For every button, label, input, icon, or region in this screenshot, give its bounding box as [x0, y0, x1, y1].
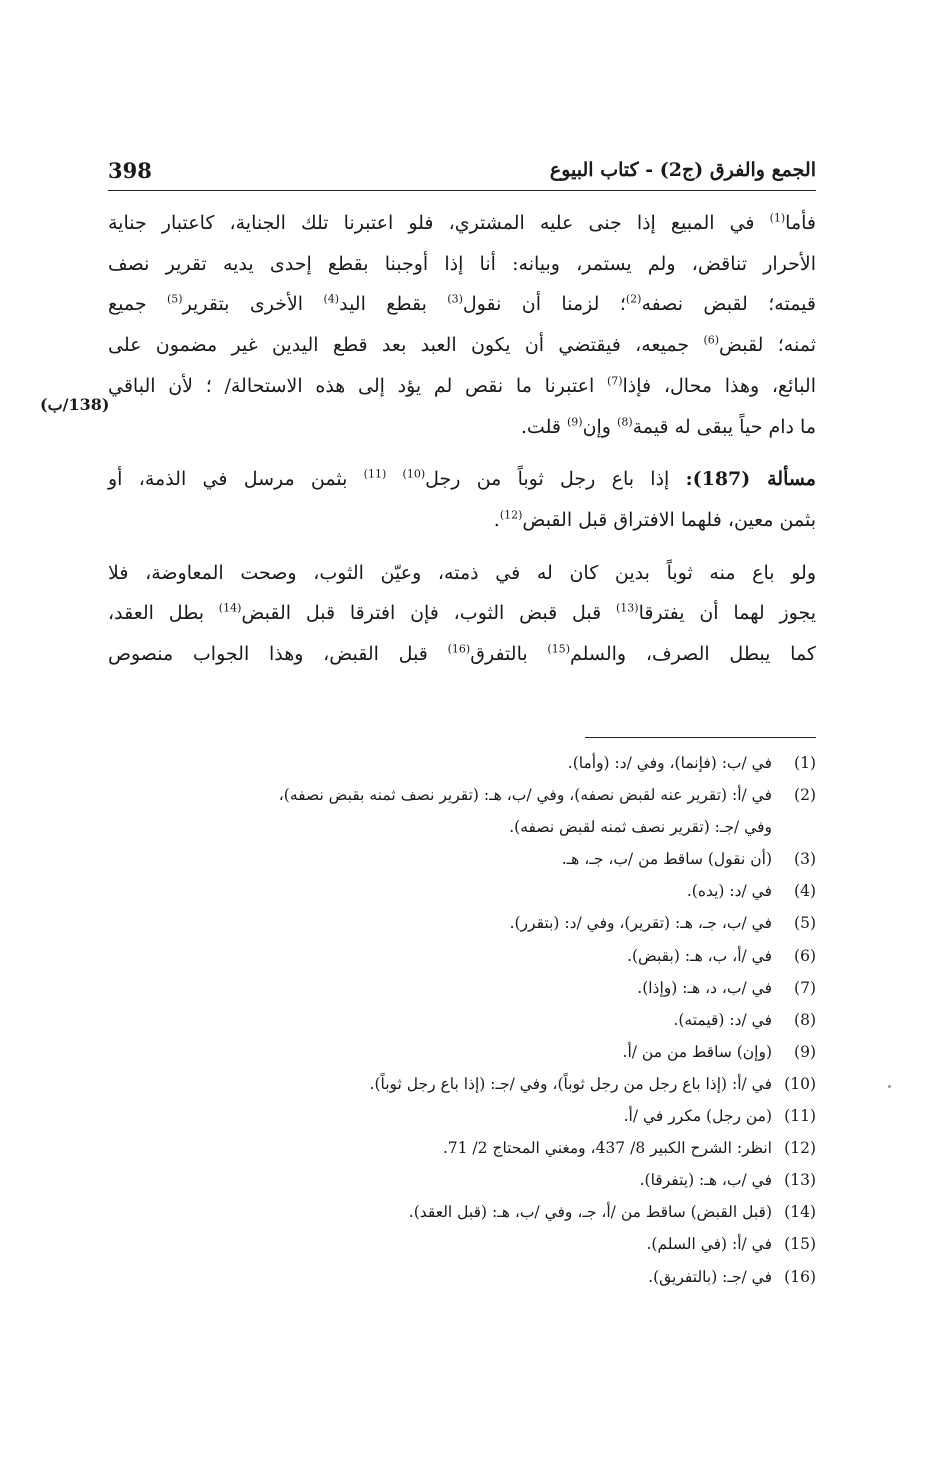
- text-line: كما يبطل الصرف، والسلم$^{(15)}$ بالتفرق$^{(16)}$ قبل القبض، وهذا الجواب منصوص: [108, 642, 816, 666]
- footnote-text: في /أ، ب، هـ: (بقبض).: [627, 946, 772, 965]
- text-line: ولو باع منه ثوباً بدين كان له في ذمته، وعيّن الثوب، وصحت المعاوضة، فلا: [108, 561, 816, 584]
- footnote-text: في /أ: (تقرير عنه لقبض نصفه)، وفي /ب، هـ: (تقرير نصف ثمنه بقبض نصفه)، وفي /جـ: (تقرير نصف ثمنه لقبض نصفه).: [278, 786, 772, 837]
- footnote-ref[interactable]: (12): [499, 508, 523, 522]
- footnote-number: (15): [784, 1235, 816, 1254]
- footnote: [108, 1132, 816, 1164]
- footnote: [108, 1004, 816, 1036]
- footnote-text: (من رجل) مكرر في /أ.: [623, 1107, 772, 1126]
- footnote: [108, 1036, 816, 1068]
- text-line: البائع، وهذا محال، فإذا$^{(7)}$ اعتبرنا ما نقص لم يؤد إلى هذه الاستحالة/ ؛ لأن الباقي: [108, 374, 816, 397]
- footnote: [108, 1068, 816, 1100]
- page-number: 398: [108, 157, 152, 183]
- page-header: [108, 150, 816, 191]
- footnote-ref[interactable]: (3): [447, 293, 463, 307]
- footnote-text: في /أ: (إذا باع رجل من رجل ثوباً)، وفي /جـ: (إذا باع رجل ثوباً).: [369, 1074, 772, 1093]
- footnote-text: (وإن) ساقط من من /أ.: [622, 1042, 772, 1061]
- footnote-ref[interactable]: (13): [615, 602, 639, 615]
- footnote-number: (3): [794, 850, 816, 869]
- footnote-ref[interactable]: (15): [547, 642, 570, 656]
- footnote-ref[interactable]: (1): [769, 211, 786, 225]
- footnote: [108, 1228, 816, 1260]
- footnote-text: في /أ: (في السلم).: [646, 1235, 772, 1254]
- footnote-number: (2): [794, 786, 816, 805]
- text-line: ما دام حياً يبقى له قيمة$^{(8)}$ وإن$^{(9)}$ قلت.: [520, 415, 816, 438]
- footnote: [108, 972, 816, 1004]
- footnote-ref[interactable]: (9): [566, 415, 583, 429]
- text-line: بثمن معين، فلهما الافتراق قبل القبض$^{(12)}$.: [493, 508, 816, 531]
- text-line: مسألة (187): إذا باع رجل ثوباً من رجل$^{(10)}$ $^{(11)}$ بثمن مرسل في الذمة، أو: [108, 467, 816, 491]
- footnote-ref[interactable]: (4): [323, 293, 340, 307]
- footnote: [108, 843, 816, 875]
- footnote: [108, 1261, 816, 1293]
- footnote-text: في /ب، هـ: (يتفرقا).: [639, 1171, 772, 1190]
- footnote-ref[interactable]: (14): [218, 602, 242, 615]
- scan-speck: [888, 1085, 891, 1088]
- text-line: الأحرار تناقض، ولم يستمر، وبيانه: أنا إذا أوجبنا بقطع إحدى يديه تقرير نصف: [108, 252, 816, 275]
- footnotes: [108, 747, 816, 1293]
- footnote-number: (14): [784, 1203, 816, 1222]
- footnote: [108, 1100, 816, 1132]
- footnote: [108, 779, 816, 843]
- text-line: يجوز لهما أن يفترقا$^{(13)}$ قبل قبض الثوب، فإن افترقا قبل القبض$^{(14)}$ بطل العقد،: [108, 602, 816, 625]
- footnote: [108, 940, 816, 972]
- footnote-number: (12): [784, 1139, 816, 1158]
- footnote-number: (13): [784, 1171, 816, 1190]
- footnote-text: في /د: (يده).: [686, 882, 772, 901]
- footnote-number: (11): [784, 1107, 816, 1126]
- footnote-text: (أن نقول) ساقط من /ب، جـ، هـ.: [561, 850, 772, 869]
- footnote-text: انظر: الشرح الكبير 8/ 437، ومغني المحتاج 2/ 71.: [442, 1139, 772, 1158]
- footnote-text: في /د: (قيمته).: [673, 1010, 772, 1029]
- footnote-number: (9): [794, 1042, 816, 1061]
- running-title: الجمع والفرق (ج2) - كتاب البيوع: [549, 159, 816, 181]
- text-line: فأما$^{(1)}$ في المبيع إذا جنى عليه المشتري، فلو اعتبرنا تلك الجناية، كاعتبار جناية: [108, 211, 816, 234]
- footnote: [108, 1164, 816, 1196]
- footnote-number: (10): [784, 1074, 816, 1093]
- footnote-number: (1): [794, 754, 816, 772]
- text-line: ثمنه؛ لقبض$^{(6)}$ جميعه، فيقتضي أن يكون العبد بعد قطع اليدين غير مضمون على: [108, 333, 816, 357]
- footnote-number: (5): [794, 914, 816, 933]
- footnote-number: (4): [794, 882, 816, 901]
- footnote-ref[interactable]: (8): [617, 415, 633, 429]
- footnote: [108, 747, 816, 779]
- paragraph-2: [108, 459, 816, 540]
- footnote-separator: [585, 737, 816, 738]
- footnote-text: في /جـ: (بالتفريق).: [648, 1267, 772, 1286]
- footnote: [108, 875, 816, 907]
- footnote-number: (7): [794, 978, 816, 997]
- footnote-text: في /ب، د، هـ: (وإذا).: [637, 978, 772, 997]
- footnote-number: (16): [784, 1267, 816, 1286]
- issue-label: مسألة (187):: [685, 468, 816, 491]
- text-line: قيمته؛ لقبض نصفه$^{(2)}$؛ لزمنا أن نقول$^{(3)}$ بقطع اليد$^{(4)}$ الأخرى بتقرير$^{(5)}$ جميع: [108, 293, 816, 316]
- footnote-ref[interactable]: (11): [363, 467, 387, 481]
- paragraph-1: [108, 203, 816, 447]
- footnote: [108, 907, 816, 939]
- folio-margin-note: (138/ب): [40, 395, 110, 414]
- main-text: [108, 203, 816, 675]
- paragraph-3: [108, 553, 816, 675]
- footnote-ref[interactable]: (7): [606, 374, 623, 388]
- footnote-text: في /ب: (فإنما)، وفي /د: (وأما).: [567, 754, 772, 772]
- footnote: [108, 1196, 816, 1228]
- footnote-ref[interactable]: (10): [402, 467, 426, 481]
- footnote-ref[interactable]: (6): [703, 333, 720, 347]
- footnote-ref[interactable]: (16): [447, 642, 471, 656]
- footnote-text: (قبل القبض) ساقط من /أ، جـ، وفي /ب، هـ: (قبل العقد).: [408, 1203, 772, 1222]
- footnote-number: (6): [794, 946, 816, 965]
- footnote-ref[interactable]: (2): [625, 293, 642, 307]
- footnote-ref[interactable]: (5): [166, 293, 183, 307]
- footnote-number: (8): [794, 1010, 816, 1029]
- footnote-text: في /ب، جـ، هـ: (تقرير)، وفي /د: (بتقرر).: [509, 914, 772, 933]
